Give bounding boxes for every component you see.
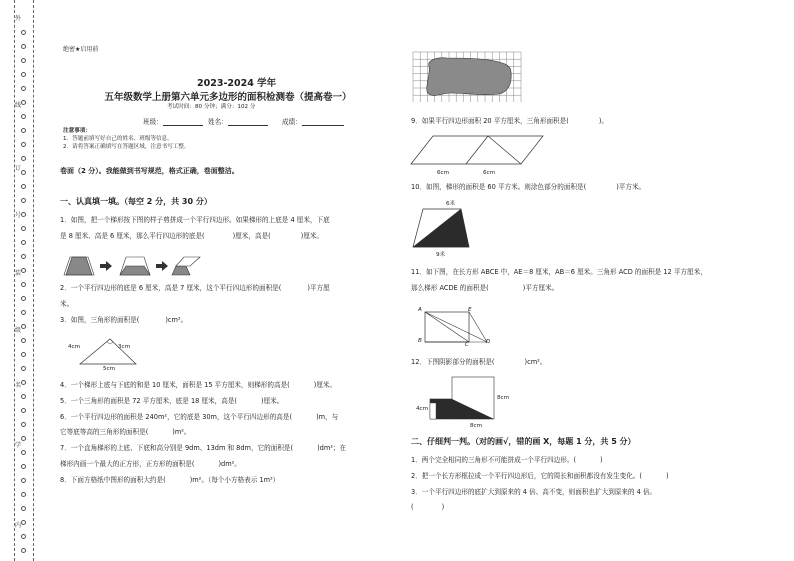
binding-hole bbox=[21, 506, 26, 511]
q1-line2: 是 8 厘米、高是 6 厘米，那么平行四边形的底是( )厘米，高是( )厘米。 bbox=[60, 232, 324, 240]
q9-right-label: 6cm bbox=[483, 170, 496, 176]
binding-hole bbox=[21, 422, 26, 427]
q11-point-E: E bbox=[468, 307, 472, 313]
binding-hole bbox=[21, 436, 26, 441]
binding-strip bbox=[0, 0, 34, 561]
q11-point-C: C bbox=[465, 342, 469, 348]
exam-info: 考试时间：80 分钟；满分：102 分 bbox=[167, 104, 256, 110]
binding-hole bbox=[21, 380, 26, 385]
secret-mark: 绝密★启用前 bbox=[63, 46, 99, 53]
binding-hole bbox=[21, 30, 26, 35]
binding-hole bbox=[21, 310, 26, 315]
binding-hole bbox=[21, 44, 26, 49]
q3-right-label: 3cm bbox=[118, 344, 131, 350]
binding-hole bbox=[21, 464, 26, 469]
q7-line1: 7．一个直角梯形的上底、下底和高分别是 9dm、13dm 和 8dm，它的面积是( )dm²；在 bbox=[60, 444, 347, 452]
q11-line2: 那么梯形 ACDE 的面积是( )平方厘米。 bbox=[411, 284, 559, 292]
q9-left-label: 6cm bbox=[437, 170, 450, 176]
inner-dashed-line bbox=[33, 0, 34, 561]
school-year: 2023-2024 学年 bbox=[197, 78, 277, 89]
q5-line: 5．一个三角形的面积是 72 平方厘米，底是 18 厘米，高是( )厘米。 bbox=[60, 397, 284, 405]
q1-trapezoid-figure bbox=[60, 251, 200, 279]
q10-figure bbox=[411, 207, 471, 249]
class-field[interactable] bbox=[143, 118, 203, 126]
score-field[interactable] bbox=[282, 118, 344, 126]
binding-hole bbox=[21, 226, 26, 231]
name-label: 姓名： bbox=[208, 118, 228, 126]
q3-left-label: 4cm bbox=[68, 344, 81, 350]
binding-hole bbox=[21, 282, 26, 287]
binding-label: 订 bbox=[15, 165, 22, 172]
binding-hole bbox=[21, 156, 26, 161]
binding-hole bbox=[21, 324, 26, 329]
q11-figure bbox=[423, 310, 493, 344]
binding-hole bbox=[21, 86, 26, 91]
note-item: 1．答题前填写好自己的姓名、班级等信息。 bbox=[63, 136, 173, 142]
section1-heading: 一、认真填一填。（每空 2 分，共 30 分） bbox=[60, 197, 212, 206]
binding-hole bbox=[21, 128, 26, 133]
q12-figure bbox=[428, 375, 498, 421]
binding-hole bbox=[21, 478, 26, 483]
q11-point-D: D bbox=[486, 339, 491, 345]
binding-hole bbox=[21, 254, 26, 259]
binding-hole bbox=[21, 100, 26, 105]
binding-hole bbox=[21, 296, 26, 301]
binding-label: 外 bbox=[15, 15, 22, 22]
q12-line: 12．下图阴影部分的面积是( )cm²。 bbox=[411, 358, 547, 366]
q12-right-label: 8cm bbox=[497, 395, 510, 401]
q2-line1: 2．一个平行四边形的底是 6 厘米，高是 7 厘米，这个平行四边形的面积是( )平方厘 bbox=[60, 284, 330, 292]
binding-hole bbox=[21, 142, 26, 147]
binding-hole bbox=[21, 212, 26, 217]
class-label: 班级： bbox=[143, 118, 163, 126]
binding-label: 内 bbox=[15, 522, 22, 529]
q12-bottom-label: 8cm bbox=[470, 423, 483, 429]
j3-line1: 3．一个平行四边形的底扩大到原来的 4 倍、高不变，则面积也扩大到原来的 4 倍。 bbox=[411, 488, 657, 496]
binding-hole bbox=[21, 198, 26, 203]
q2-line2: 米。 bbox=[60, 300, 74, 308]
binding-hole bbox=[21, 72, 26, 77]
binding-label: 号 bbox=[15, 212, 22, 219]
q3-line: 3．如图，三角形的面积是( )cm²。 bbox=[60, 316, 188, 324]
q6-line1: 6．一个平行四边形的面积是 240m²，它的底是 30m，这个平行四边形的高是( )m，与 bbox=[60, 413, 339, 421]
binding-hole bbox=[21, 170, 26, 175]
q11-point-B: B bbox=[418, 338, 422, 344]
neatness-line: 卷面（2 分）。我能做到书写规范，格式正确，卷面整洁。 bbox=[60, 167, 239, 175]
binding-hole bbox=[21, 184, 26, 189]
q9-figure bbox=[409, 132, 545, 172]
binding-label: 名 bbox=[15, 382, 22, 389]
q1-line1: 1．如图，把一个梯形按下图的样子剪拼成一个平行四边形。如果梯形的上底是 4 厘米，下底 bbox=[60, 216, 330, 224]
j3-line2: ( ) bbox=[411, 503, 445, 511]
q11-point-A: A bbox=[418, 307, 422, 313]
q12-left-label: 4cm bbox=[416, 406, 429, 412]
q8-line: 8．下面方格纸中图形的面积大约是( )m²。（每个小方格表示 1m²） bbox=[60, 476, 280, 484]
q3-bottom-label: 5cm bbox=[103, 366, 116, 372]
binding-hole bbox=[21, 366, 26, 371]
score-label: 成绩： bbox=[282, 118, 302, 126]
q7-line2: 梯形内画一个最大的正方形，正方形的面积是( )dm²。 bbox=[60, 460, 241, 468]
page-title: 五年级数学上册第六单元多边形的面积检测卷（提高卷一） bbox=[104, 92, 352, 103]
j2-line: 2．把一个长方形框拉成一个平行四边形后，它的周长和面积都没有发生变化。( ) bbox=[411, 472, 669, 480]
q10-line: 10．如图，梯形的面积是 60 平方米。则涂色部分的面积是( )平方米。 bbox=[411, 183, 646, 191]
q10-top-label: 6米 bbox=[446, 201, 456, 207]
binding-label: 装 bbox=[15, 270, 22, 277]
q9-line: 9．如果平行四边形面积 20 平方厘米，三角形面积是( )。 bbox=[411, 117, 608, 125]
binding-hole bbox=[21, 58, 26, 63]
binding-hole bbox=[21, 408, 26, 413]
binding-hole bbox=[21, 450, 26, 455]
binding-hole bbox=[21, 114, 26, 119]
binding-label: 学 bbox=[15, 442, 22, 449]
name-field[interactable] bbox=[208, 118, 268, 126]
notes-heading: 注意事项： bbox=[63, 128, 91, 134]
q10-bottom-label: 9米 bbox=[436, 252, 446, 258]
binding-hole bbox=[21, 240, 26, 245]
binding-hole bbox=[21, 520, 26, 525]
binding-label: 级 bbox=[15, 327, 22, 334]
section2-heading: 二、仔细判一判。（对的画√，错的画 X，每题 1 分，共 5 分） bbox=[411, 437, 636, 446]
binding-label: 线 bbox=[15, 102, 22, 109]
q8-grid-figure bbox=[413, 52, 523, 107]
binding-hole bbox=[21, 352, 26, 357]
outer-dashed-line bbox=[14, 0, 15, 561]
note-item: 2．请将答案正确填写在答题区域，注意书写工整。 bbox=[63, 144, 190, 150]
binding-hole bbox=[21, 534, 26, 539]
q11-line1: 11．如下图，在长方形 ABCE 中，AE＝8 厘米，AB＝6 厘米。三角形 ACD 的面积是 12 平方厘米， bbox=[411, 268, 707, 276]
j1-line: 1．两个完全相同的三角形不可能拼成一个平行四边形。( ) bbox=[411, 456, 603, 464]
binding-hole bbox=[21, 338, 26, 343]
q6-line2: 它等底等高的三角形的面积是( )m²。 bbox=[60, 428, 191, 436]
binding-hole bbox=[21, 394, 26, 399]
binding-hole bbox=[21, 268, 26, 273]
binding-hole bbox=[21, 548, 26, 553]
q4-line: 4．一个梯形上底与下底的和是 10 厘米，面积是 15 平方厘米，则梯形的高是( )厘米。 bbox=[60, 381, 337, 389]
binding-hole bbox=[21, 492, 26, 497]
